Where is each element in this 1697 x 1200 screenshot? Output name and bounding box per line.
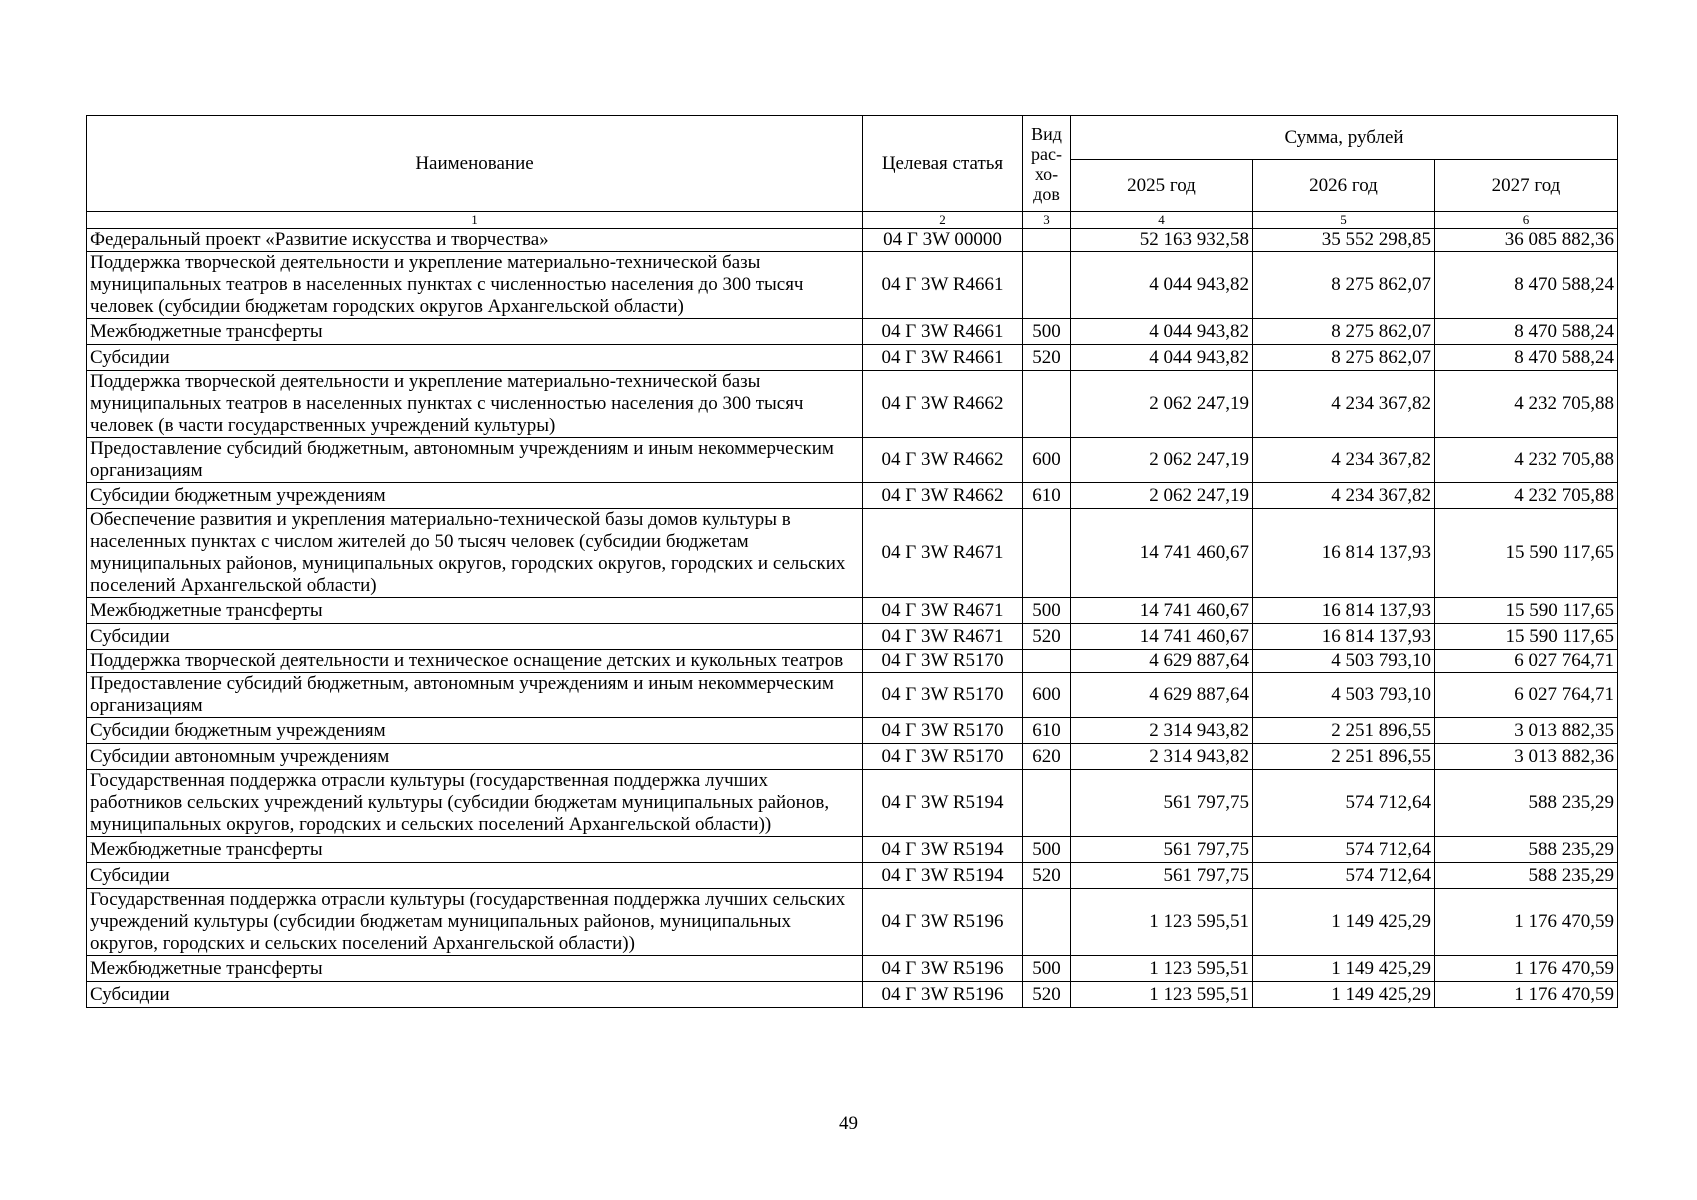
row-sum-2027: 1 176 470,59: [1435, 982, 1618, 1008]
row-target-article: 04 Г 3W R4662: [863, 371, 1023, 438]
row-sum-2025: 4 629 887,64: [1071, 673, 1253, 718]
row-sum-2026: 2 251 896,55: [1253, 744, 1435, 770]
row-sum-2027: 3 013 882,35: [1435, 718, 1618, 744]
row-expense-type: 520: [1023, 863, 1071, 889]
row-name: Субсидии: [87, 863, 863, 889]
row-target-article: 04 Г 3W R5170: [863, 673, 1023, 718]
row-sum-2025: 2 314 943,82: [1071, 718, 1253, 744]
row-expense-type: 600: [1023, 438, 1071, 483]
row-sum-2025: 2 314 943,82: [1071, 744, 1253, 770]
row-sum-2026: 4 503 793,10: [1253, 673, 1435, 718]
row-sum-2025: 14 741 460,67: [1071, 624, 1253, 650]
row-target-article: 04 Г 3W R4661: [863, 319, 1023, 345]
row-sum-2026: 16 814 137,93: [1253, 624, 1435, 650]
table-row: [87, 863, 1618, 889]
table-header: [87, 116, 1618, 229]
column-number-row: [87, 212, 1618, 229]
row-sum-2025: 1 123 595,51: [1071, 982, 1253, 1008]
row-sum-2026: 574 712,64: [1253, 770, 1435, 837]
table-row: [87, 744, 1618, 770]
header-year-2025: 2025 год: [1071, 160, 1253, 212]
row-expense-type: 500: [1023, 837, 1071, 863]
row-expense-type: 610: [1023, 718, 1071, 744]
row-expense-type: 500: [1023, 598, 1071, 624]
row-target-article: 04 Г 3W R4662: [863, 483, 1023, 509]
column-number: 4: [1071, 212, 1253, 229]
row-expense-type: 500: [1023, 319, 1071, 345]
header-sum: Сумма, рублей: [1071, 116, 1618, 160]
header-year-2026: 2026 год: [1253, 160, 1435, 212]
row-target-article: 04 Г 3W R5170: [863, 744, 1023, 770]
row-expense-type: [1023, 252, 1071, 319]
row-target-article: 04 Г 3W R4661: [863, 252, 1023, 319]
row-sum-2025: 2 062 247,19: [1071, 438, 1253, 483]
row-name: Межбюджетные трансферты: [87, 837, 863, 863]
row-sum-2027: 6 027 764,71: [1435, 673, 1618, 718]
header-target-article-text: Целевая статья: [881, 152, 1004, 174]
page-number: 49: [839, 1113, 858, 1134]
table-row: [87, 650, 1618, 673]
row-sum-2027: 15 590 117,65: [1435, 624, 1618, 650]
row-expense-type: 500: [1023, 956, 1071, 982]
row-sum-2026: 4 234 367,82: [1253, 483, 1435, 509]
header-expense-type: [1023, 116, 1071, 212]
row-name: Межбюджетные трансферты: [87, 319, 863, 345]
row-sum-2025: 4 044 943,82: [1071, 345, 1253, 371]
row-sum-2025: 4 629 887,64: [1071, 650, 1253, 673]
table-row: [87, 982, 1618, 1008]
row-name: Межбюджетные трансферты: [87, 598, 863, 624]
row-sum-2027: 588 235,29: [1435, 770, 1618, 837]
table-row: [87, 345, 1618, 371]
row-sum-2026: 574 712,64: [1253, 863, 1435, 889]
header-expense-type-text: Вид рас-хо-дов: [1031, 123, 1062, 204]
row-sum-2027: 36 085 882,36: [1435, 229, 1618, 252]
row-sum-2025: 14 741 460,67: [1071, 598, 1253, 624]
row-sum-2026: 4 234 367,82: [1253, 371, 1435, 438]
row-expense-type: [1023, 371, 1071, 438]
row-sum-2026: 574 712,64: [1253, 837, 1435, 863]
row-expense-type: 600: [1023, 673, 1071, 718]
row-target-article: 04 Г 3W R4671: [863, 624, 1023, 650]
table-row: [87, 252, 1618, 319]
column-number: 3: [1023, 212, 1071, 229]
row-name: Поддержка творческой деятельности и укрепление материально-технической базы муниципальных театров в населенных пунктах с численностью населения до 300 тысяч человек (субсидии бюджетам городских округов Архангельской области): [87, 252, 863, 319]
row-sum-2027: 4 232 705,88: [1435, 438, 1618, 483]
row-name: Федеральный проект «Развитие искусства и творчества»: [87, 229, 863, 252]
row-sum-2027: 4 232 705,88: [1435, 483, 1618, 509]
row-target-article: 04 Г 3W R5170: [863, 650, 1023, 673]
row-expense-type: 520: [1023, 982, 1071, 1008]
row-target-article: 04 Г 3W 00000: [863, 229, 1023, 252]
row-name: Субсидии: [87, 982, 863, 1008]
row-sum-2027: 15 590 117,65: [1435, 598, 1618, 624]
row-target-article: 04 Г 3W R4671: [863, 598, 1023, 624]
row-target-article: 04 Г 3W R5196: [863, 982, 1023, 1008]
table-row: [87, 770, 1618, 837]
table-row: [87, 229, 1618, 252]
row-expense-type: 520: [1023, 345, 1071, 371]
row-name: Межбюджетные трансферты: [87, 956, 863, 982]
row-sum-2026: 4 503 793,10: [1253, 650, 1435, 673]
row-expense-type: [1023, 650, 1071, 673]
header-year-2027: 2027 год: [1435, 160, 1618, 212]
budget-table: [86, 115, 1618, 1008]
row-name: Поддержка творческой деятельности и укрепление материально-технической базы муниципальных театров в населенных пунктах с численностью населения до 300 тысяч человек (в части государственных учреждений культуры): [87, 371, 863, 438]
row-name: Субсидии: [87, 345, 863, 371]
column-number: 2: [863, 212, 1023, 229]
table-row: [87, 371, 1618, 438]
header-target-article: [863, 116, 1023, 212]
row-name: Поддержка творческой деятельности и техническое оснащение детских и кукольных театров: [87, 650, 863, 673]
row-name: Государственная поддержка отрасли культуры (государственная поддержка лучших работников сельских учреждений культуры (субсидии бюджетам муниципальных районов, муниципальных округов, городских и сельских поселений Архангельской области)): [87, 770, 863, 837]
row-expense-type: 520: [1023, 624, 1071, 650]
table-row: [87, 483, 1618, 509]
row-sum-2027: 1 176 470,59: [1435, 889, 1618, 956]
table-row: [87, 624, 1618, 650]
row-sum-2027: 1 176 470,59: [1435, 956, 1618, 982]
row-sum-2027: 3 013 882,36: [1435, 744, 1618, 770]
row-sum-2026: 2 251 896,55: [1253, 718, 1435, 744]
row-sum-2027: 588 235,29: [1435, 837, 1618, 863]
row-sum-2027: 8 470 588,24: [1435, 319, 1618, 345]
row-sum-2026: 8 275 862,07: [1253, 319, 1435, 345]
row-target-article: 04 Г 3W R5194: [863, 837, 1023, 863]
row-sum-2025: 1 123 595,51: [1071, 956, 1253, 982]
row-sum-2025: 1 123 595,51: [1071, 889, 1253, 956]
row-sum-2025: 2 062 247,19: [1071, 483, 1253, 509]
row-sum-2025: 561 797,75: [1071, 863, 1253, 889]
table-row: [87, 673, 1618, 718]
row-sum-2025: 561 797,75: [1071, 837, 1253, 863]
column-number: 1: [87, 212, 863, 229]
row-name: Субсидии автономным учреждениям: [87, 744, 863, 770]
row-target-article: 04 Г 3W R4662: [863, 438, 1023, 483]
row-target-article: 04 Г 3W R5194: [863, 770, 1023, 837]
row-sum-2025: 14 741 460,67: [1071, 509, 1253, 598]
table-row: [87, 438, 1618, 483]
row-sum-2026: 8 275 862,07: [1253, 252, 1435, 319]
table-body: [87, 229, 1618, 1008]
row-sum-2026: 16 814 137,93: [1253, 509, 1435, 598]
row-name: Субсидии: [87, 624, 863, 650]
table-row: [87, 837, 1618, 863]
row-sum-2027: 8 470 588,24: [1435, 345, 1618, 371]
row-sum-2025: 4 044 943,82: [1071, 319, 1253, 345]
table-row: [87, 509, 1618, 598]
table-row: [87, 718, 1618, 744]
table-row: [87, 598, 1618, 624]
column-number: 5: [1253, 212, 1435, 229]
table-row: [87, 889, 1618, 956]
row-name: Предоставление субсидий бюджетным, автономным учреждениям и иным некоммерческим организациям: [87, 438, 863, 483]
row-sum-2025: 52 163 932,58: [1071, 229, 1253, 252]
row-name: Предоставление субсидий бюджетным, автономным учреждениям и иным некоммерческим организациям: [87, 673, 863, 718]
row-name: Государственная поддержка отрасли культуры (государственная поддержка лучших сельских учреждений культуры (субсидии бюджетам муниципальных районов, муниципальных округов, городских и сельских поселений Архангельской области)): [87, 889, 863, 956]
row-sum-2027: 6 027 764,71: [1435, 650, 1618, 673]
row-target-article: 04 Г 3W R5170: [863, 718, 1023, 744]
row-sum-2025: 561 797,75: [1071, 770, 1253, 837]
table-row: [87, 319, 1618, 345]
row-target-article: 04 Г 3W R5196: [863, 889, 1023, 956]
row-sum-2027: 4 232 705,88: [1435, 371, 1618, 438]
column-number: 6: [1435, 212, 1618, 229]
row-sum-2026: 1 149 425,29: [1253, 982, 1435, 1008]
row-expense-type: [1023, 770, 1071, 837]
row-expense-type: [1023, 509, 1071, 598]
header-name: Наименование: [87, 116, 863, 212]
row-name: Обеспечение развития и укрепления материально-технической базы домов культуры в населенных пунктах с числом жителей до 50 тысяч человек (субсидии бюджетам муниципальных районов, муниципальных округов, городских округов, городских и сельских поселений Архангельской области): [87, 509, 863, 598]
table-row: [87, 956, 1618, 982]
row-name: Субсидии бюджетным учреждениям: [87, 483, 863, 509]
row-sum-2025: 2 062 247,19: [1071, 371, 1253, 438]
row-expense-type: 620: [1023, 744, 1071, 770]
row-sum-2027: 15 590 117,65: [1435, 509, 1618, 598]
row-expense-type: 610: [1023, 483, 1071, 509]
row-sum-2027: 8 470 588,24: [1435, 252, 1618, 319]
row-sum-2026: 35 552 298,85: [1253, 229, 1435, 252]
row-sum-2026: 16 814 137,93: [1253, 598, 1435, 624]
row-target-article: 04 Г 3W R5194: [863, 863, 1023, 889]
row-sum-2026: 8 275 862,07: [1253, 345, 1435, 371]
row-sum-2026: 1 149 425,29: [1253, 956, 1435, 982]
row-target-article: 04 Г 3W R4661: [863, 345, 1023, 371]
row-sum-2026: 4 234 367,82: [1253, 438, 1435, 483]
row-target-article: 04 Г 3W R4671: [863, 509, 1023, 598]
row-target-article: 04 Г 3W R5196: [863, 956, 1023, 982]
row-sum-2026: 1 149 425,29: [1253, 889, 1435, 956]
row-name: Субсидии бюджетным учреждениям: [87, 718, 863, 744]
row-sum-2025: 4 044 943,82: [1071, 252, 1253, 319]
row-sum-2027: 588 235,29: [1435, 863, 1618, 889]
row-expense-type: [1023, 229, 1071, 252]
row-expense-type: [1023, 889, 1071, 956]
